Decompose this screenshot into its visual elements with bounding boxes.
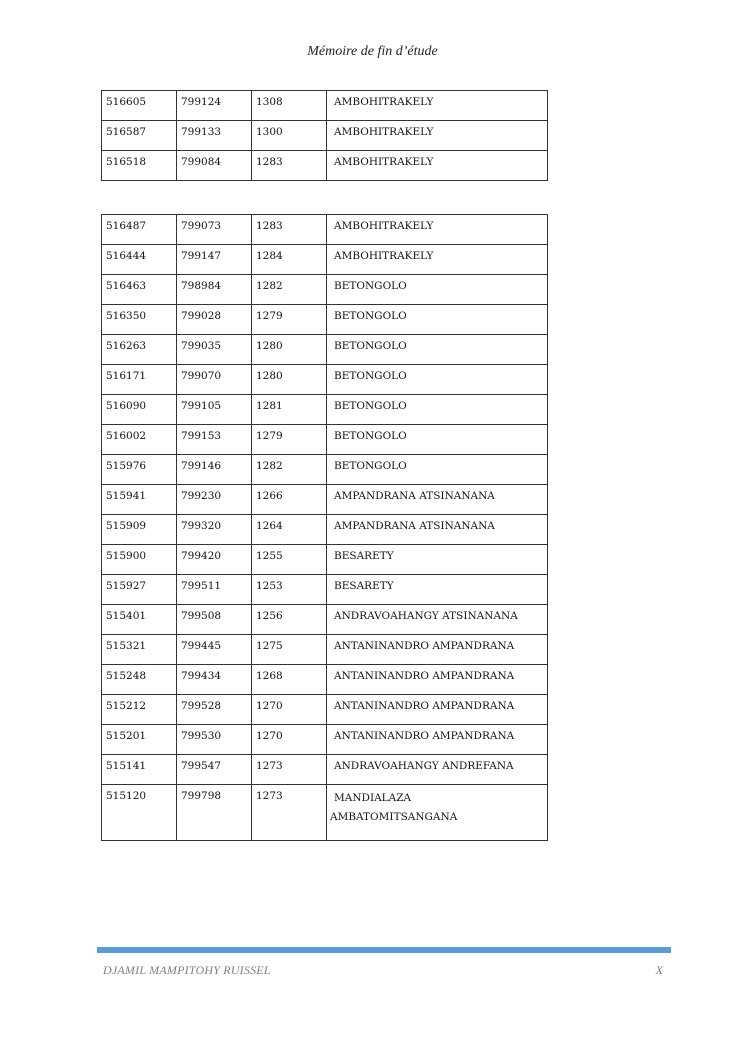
cell-altitude: 1280 [252, 335, 327, 365]
cell-locality: BETONGOLO [327, 395, 548, 425]
cell-altitude: 1266 [252, 485, 327, 515]
page-header-title: Mémoire de fin d’étude [307, 44, 438, 59]
cell-y-coordinate: 799798 [177, 785, 252, 841]
cell-locality: BETONGOLO [327, 335, 548, 365]
cell-x-coordinate: 515248 [102, 665, 177, 695]
cell-locality: ANTANINANDRO AMPANDRANA [327, 725, 548, 755]
cell-altitude: 1253 [252, 575, 327, 605]
cell-y-coordinate: 799035 [177, 335, 252, 365]
cell-y-coordinate: 799547 [177, 755, 252, 785]
cell-x-coordinate: 516263 [102, 335, 177, 365]
cell-y-coordinate: 799230 [177, 485, 252, 515]
cell-altitude: 1282 [252, 455, 327, 485]
table-row [102, 725, 548, 755]
table-row [102, 665, 548, 695]
cell-x-coordinate: 515201 [102, 725, 177, 755]
table-row [102, 515, 548, 545]
table-row [102, 215, 548, 245]
cell-y-coordinate: 799084 [177, 151, 252, 181]
cell-locality: BETONGOLO [327, 425, 548, 455]
cell-altitude: 1283 [252, 151, 327, 181]
cell-altitude: 1273 [252, 755, 327, 785]
cell-locality: ANDRAVOAHANGY ATSINANANA [327, 605, 548, 635]
table-row [102, 635, 548, 665]
cell-y-coordinate: 799146 [177, 455, 252, 485]
cell-locality: AMPANDRANA ATSINANANA [327, 485, 548, 515]
table-row [102, 395, 548, 425]
cell-x-coordinate: 515927 [102, 575, 177, 605]
cell-altitude: 1255 [252, 545, 327, 575]
table-row [102, 755, 548, 785]
cell-altitude: 1281 [252, 395, 327, 425]
table-row [102, 365, 548, 395]
cell-locality: ANDRAVOAHANGY ANDREFANA [327, 755, 548, 785]
cell-locality: BESARETY [327, 575, 548, 605]
cell-locality: AMBOHITRAKELY [327, 121, 548, 151]
cell-y-coordinate: 799528 [177, 695, 252, 725]
table-row [102, 121, 548, 151]
cell-altitude: 1284 [252, 245, 327, 275]
cell-locality: AMBOHITRAKELY [327, 215, 548, 245]
cell-locality: AMBOHITRAKELY [327, 151, 548, 181]
cell-altitude: 1270 [252, 695, 327, 725]
footer-page-number: X [655, 963, 663, 977]
cell-x-coordinate: 516350 [102, 305, 177, 335]
cell-x-coordinate: 515321 [102, 635, 177, 665]
cell-altitude: 1282 [252, 275, 327, 305]
table-row [102, 785, 548, 841]
locality-line-2: AMBATOMITSANGANA [330, 811, 458, 823]
cell-y-coordinate: 799070 [177, 365, 252, 395]
table-row [102, 275, 548, 305]
table-row [102, 151, 548, 181]
cell-y-coordinate: 799420 [177, 545, 252, 575]
cell-locality: AMBOHITRAKELY [327, 91, 548, 121]
cell-altitude: 1300 [252, 121, 327, 151]
cell-altitude: 1273 [252, 785, 327, 841]
cell-locality: BETONGOLO [327, 365, 548, 395]
cell-y-coordinate: 799153 [177, 425, 252, 455]
cell-y-coordinate: 799073 [177, 215, 252, 245]
footer-author: DJAMIL MAMPITOHY RUISSEL [103, 963, 271, 977]
table-row [102, 425, 548, 455]
cell-locality: ANTANINANDRO AMPANDRANA [327, 695, 548, 725]
cell-altitude: 1268 [252, 665, 327, 695]
cell-x-coordinate: 515941 [102, 485, 177, 515]
locality-line-1: MANDIALAZA [334, 792, 412, 804]
cell-x-coordinate: 516487 [102, 215, 177, 245]
cell-x-coordinate: 516463 [102, 275, 177, 305]
cell-y-coordinate: 798984 [177, 275, 252, 305]
table-row [102, 455, 548, 485]
cell-y-coordinate: 799147 [177, 245, 252, 275]
cell-y-coordinate: 799105 [177, 395, 252, 425]
cell-locality: AMBOHITRAKELY [327, 245, 548, 275]
table-row [102, 91, 548, 121]
footer-divider-bar [97, 947, 671, 953]
cell-x-coordinate: 515401 [102, 605, 177, 635]
cell-x-coordinate: 515976 [102, 455, 177, 485]
cell-x-coordinate: 515120 [102, 785, 177, 841]
cell-locality [327, 785, 548, 841]
coordinates-table-top [101, 90, 548, 181]
cell-altitude: 1308 [252, 91, 327, 121]
table-row [102, 335, 548, 365]
cell-locality: BETONGOLO [327, 275, 548, 305]
table-row [102, 245, 548, 275]
cell-altitude: 1256 [252, 605, 327, 635]
cell-y-coordinate: 799133 [177, 121, 252, 151]
cell-y-coordinate: 799530 [177, 725, 252, 755]
cell-y-coordinate: 799028 [177, 305, 252, 335]
cell-x-coordinate: 515909 [102, 515, 177, 545]
cell-altitude: 1270 [252, 725, 327, 755]
cell-y-coordinate: 799508 [177, 605, 252, 635]
cell-x-coordinate: 516605 [102, 91, 177, 121]
cell-x-coordinate: 516171 [102, 365, 177, 395]
cell-y-coordinate: 799124 [177, 91, 252, 121]
cell-altitude: 1283 [252, 215, 327, 245]
cell-x-coordinate: 515900 [102, 545, 177, 575]
table-row [102, 575, 548, 605]
cell-y-coordinate: 799434 [177, 665, 252, 695]
cell-locality: ANTANINANDRO AMPANDRANA [327, 665, 548, 695]
cell-y-coordinate: 799320 [177, 515, 252, 545]
cell-x-coordinate: 516518 [102, 151, 177, 181]
cell-altitude: 1279 [252, 305, 327, 335]
cell-locality: BETONGOLO [327, 305, 548, 335]
table-row [102, 605, 548, 635]
cell-x-coordinate: 516002 [102, 425, 177, 455]
cell-x-coordinate: 515212 [102, 695, 177, 725]
cell-locality: BESARETY [327, 545, 548, 575]
cell-x-coordinate: 516090 [102, 395, 177, 425]
cell-locality: ANTANINANDRO AMPANDRANA [327, 635, 548, 665]
table-row [102, 485, 548, 515]
cell-locality: AMPANDRANA ATSINANANA [327, 515, 548, 545]
cell-locality: BETONGOLO [327, 455, 548, 485]
table-row [102, 545, 548, 575]
cell-x-coordinate: 516587 [102, 121, 177, 151]
coordinates-table-main [101, 214, 548, 841]
table-row [102, 695, 548, 725]
cell-x-coordinate: 516444 [102, 245, 177, 275]
cell-y-coordinate: 799445 [177, 635, 252, 665]
table-row [102, 305, 548, 335]
cell-altitude: 1275 [252, 635, 327, 665]
cell-y-coordinate: 799511 [177, 575, 252, 605]
cell-altitude: 1264 [252, 515, 327, 545]
cell-altitude: 1280 [252, 365, 327, 395]
cell-x-coordinate: 515141 [102, 755, 177, 785]
cell-altitude: 1279 [252, 425, 327, 455]
